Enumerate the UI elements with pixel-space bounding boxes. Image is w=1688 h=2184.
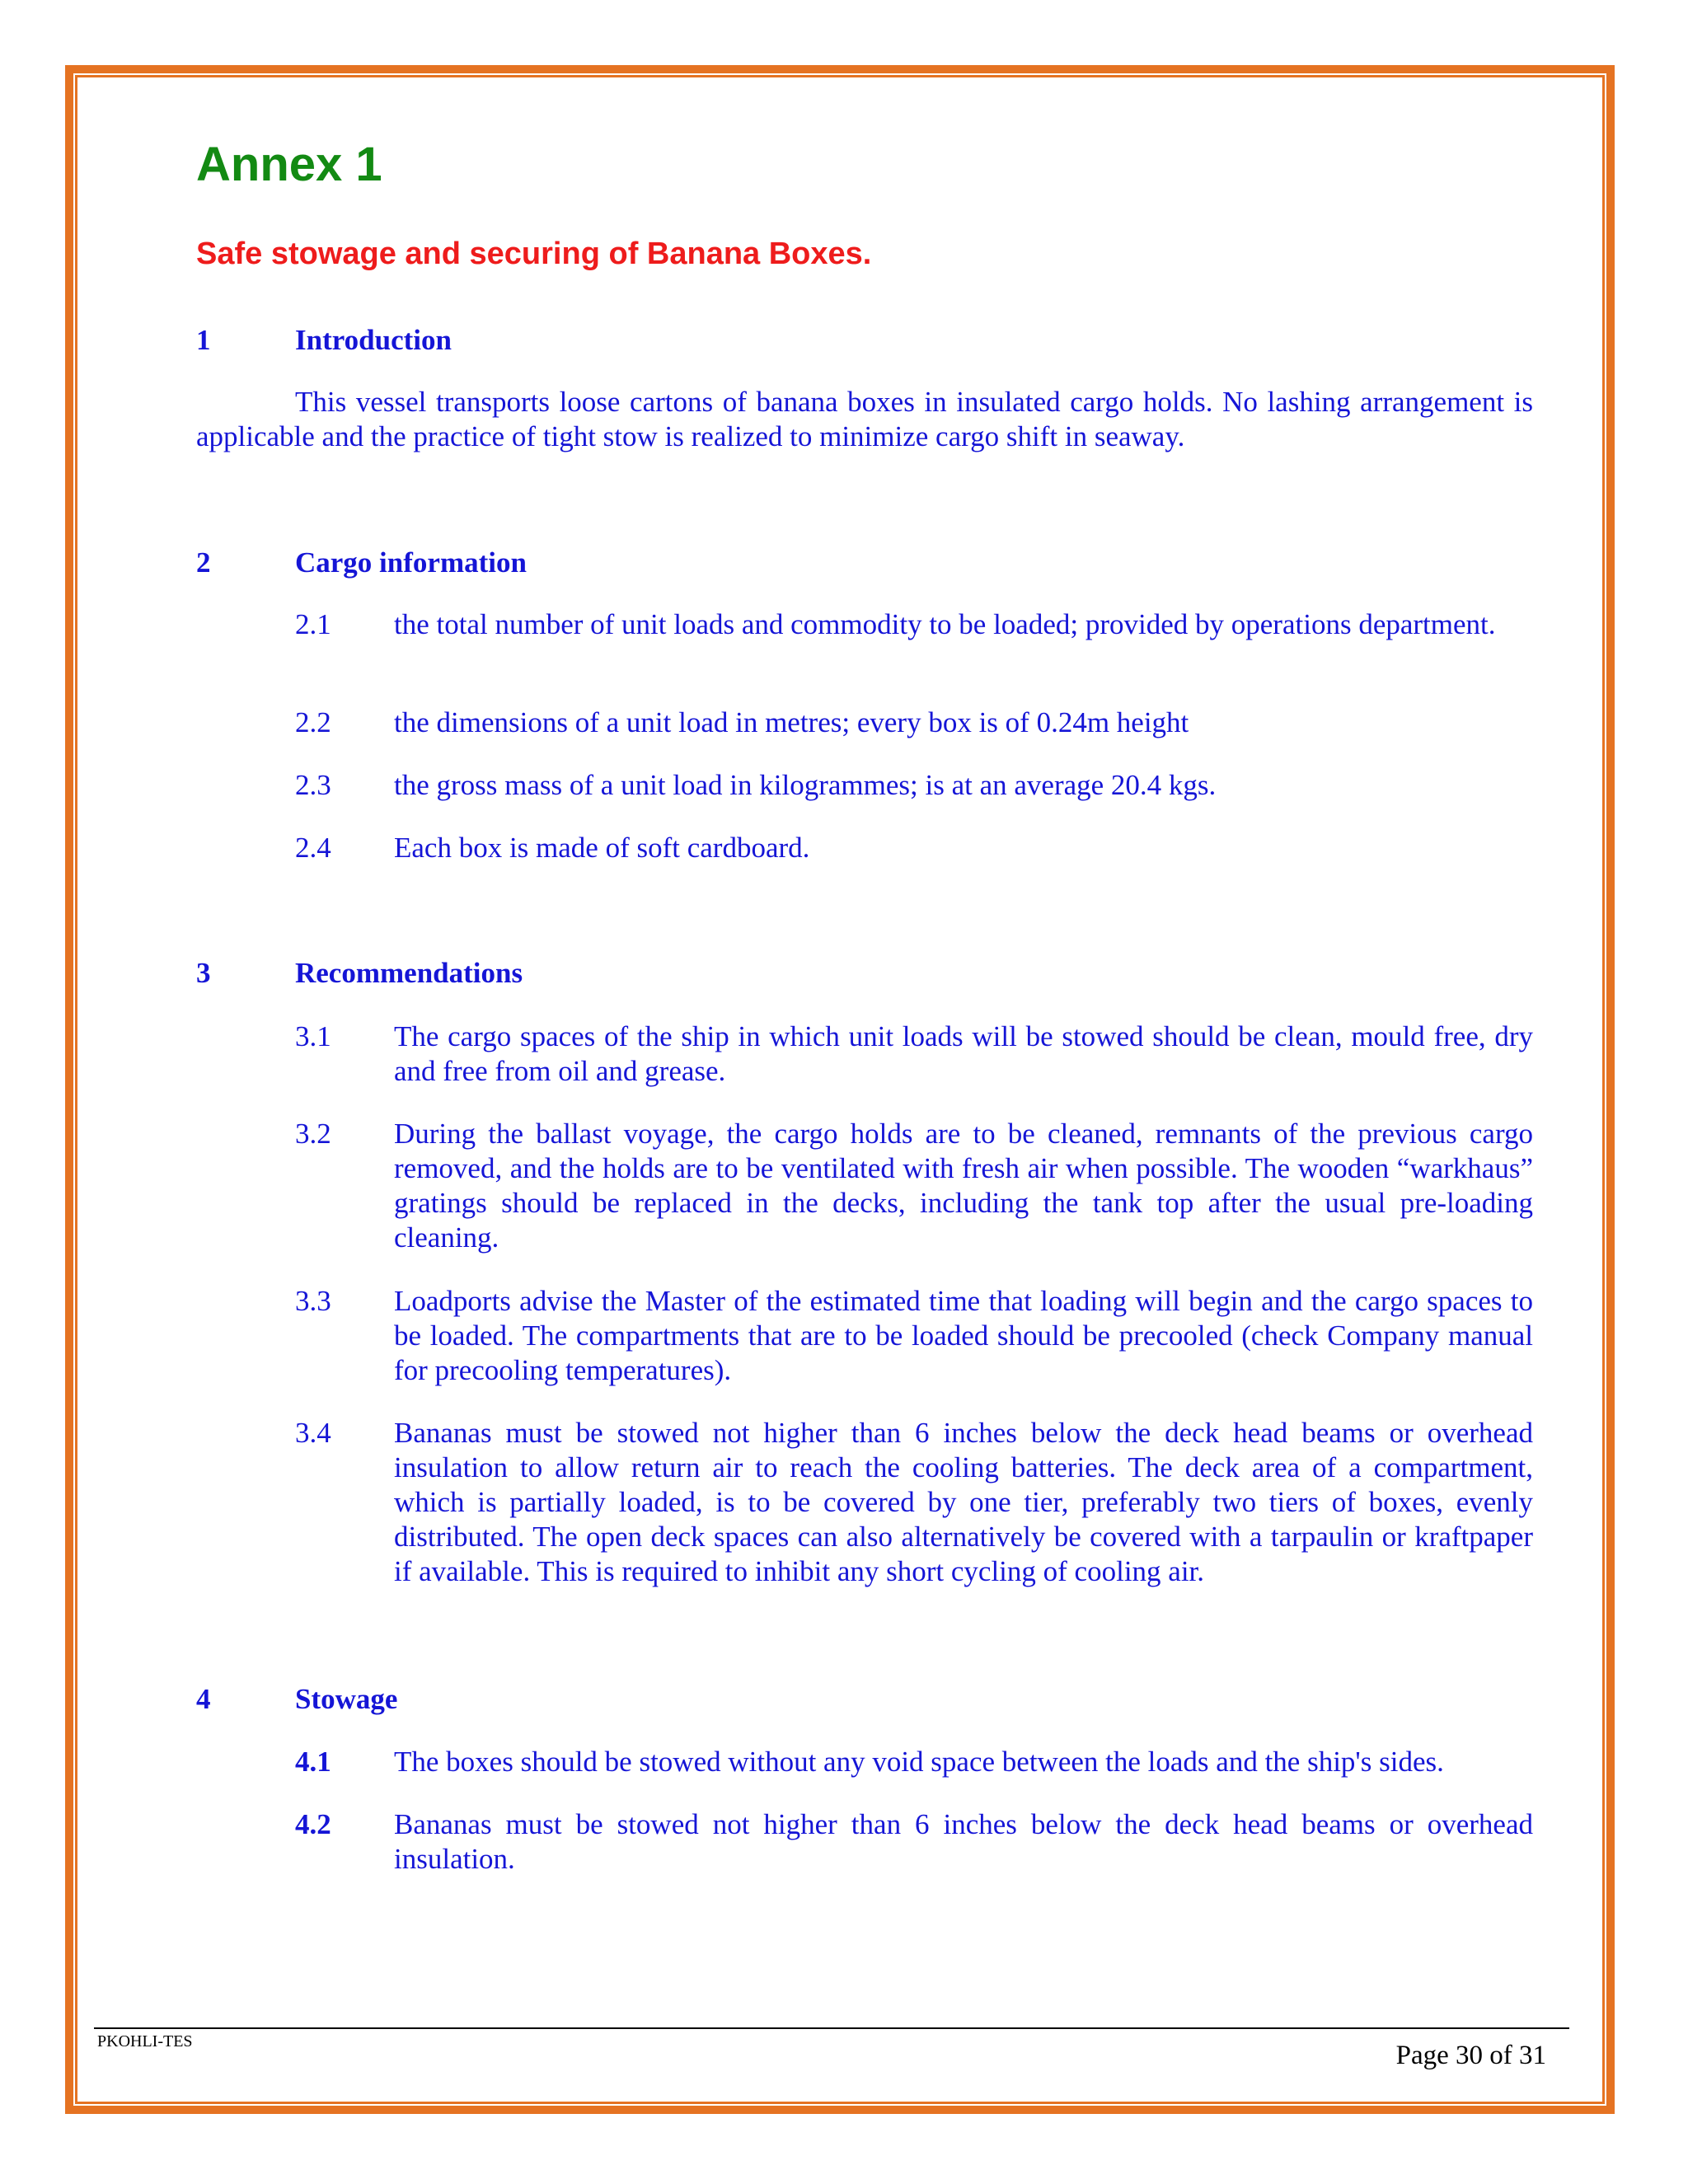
list-item-2-4 [295,831,1533,865]
item-text: The cargo spaces of the ship in which unit loads will be stowed should be clean, mould free, dry and free from oil and grease. [394,1020,1533,1087]
section-number: 2 [196,546,211,579]
footer-page-number: Page 30 of 31 [1395,2041,1546,2070]
item-number: 4.1 [295,1746,331,1778]
item-number: 2.2 [295,706,331,738]
introduction-paragraph: This vessel transports loose cartons of banana boxes in insulated cargo holds. No lashing arrangement is applicable and the practice of tight stow is realized to minimize cargo shift in seaway. [196,386,1533,452]
list-item-4-1 [295,1745,1533,1779]
list-item-3-1 [295,1019,1533,1089]
page-border-inner [75,75,1605,2104]
footer-divider [94,2027,1569,2029]
list-item-2-3 [295,768,1533,803]
document-subtitle: Safe stowage and securing of Banana Boxes. [196,237,872,271]
section-title: Stowage [295,1683,398,1715]
list-item-3-4 [295,1416,1533,1589]
footer-document-id: PKOHLI-TES [97,2032,193,2050]
item-text: Each box is made of soft cardboard. [394,832,810,864]
item-number: 2.1 [295,608,331,640]
item-text: The boxes should be stowed without any void space between the loads and the ship's sides. [394,1746,1444,1778]
item-text: During the ballast voyage, the cargo holds are to be cleaned, remnants of the previous cargo removed, and the holds are to be ventilated with fresh air when possible. The wooden “warkhaus” gratings should be replaced in the decks, including the tank top after the usual pre-loading cleaning. [394,1118,1533,1254]
item-text: Bananas must be stowed not higher than 6 inches below the deck head beams or overhead insulation to allow return air to reach the cooling batteries. The deck area of a compartment, which is partially loaded, is to be covered by one tier, preferably two tiers of boxes, evenly distributed. The open deck spaces can also alternatively be covered with a tarpaulin or kraftpaper if available. This is required to inhibit any short cycling of cooling air. [394,1417,1533,1587]
list-item-3-2 [295,1117,1533,1255]
item-number: 3.1 [295,1020,331,1052]
item-text: the total number of unit loads and commodity to be loaded; provided by operations department. [394,608,1496,640]
list-item-4-2 [295,1807,1533,1877]
item-number: 3.2 [295,1118,331,1150]
item-number: 3.4 [295,1417,331,1449]
item-number: 2.3 [295,769,331,801]
item-text: the dimensions of a unit load in metres; every box is of 0.24m height [394,706,1189,738]
section-number: 4 [196,1683,211,1715]
annex-title: Annex 1 [196,138,382,191]
list-item-3-3 [295,1284,1533,1388]
list-item-2-1 [295,607,1533,642]
section-title: Recommendations [295,957,523,989]
item-text: the gross mass of a unit load in kilogrammes; is at an average 20.4 kgs. [394,769,1217,801]
item-text: Loadports advise the Master of the estimated time that loading will begin and the cargo spaces to be loaded. The compartments that are to be loaded should be precooled (check Company manual for precooling temperatures). [394,1285,1533,1386]
section-number: 1 [196,324,211,356]
section-title: Introduction [295,324,452,356]
section-number: 3 [196,957,211,989]
section-title: Cargo information [295,546,527,579]
list-item-2-2 [295,705,1533,740]
item-number: 3.3 [295,1285,331,1317]
item-number: 4.2 [295,1808,331,1840]
item-text: Bananas must be stowed not higher than 6 inches below the deck head beams or overhead insulation. [394,1808,1533,1875]
item-number: 2.4 [295,832,331,864]
